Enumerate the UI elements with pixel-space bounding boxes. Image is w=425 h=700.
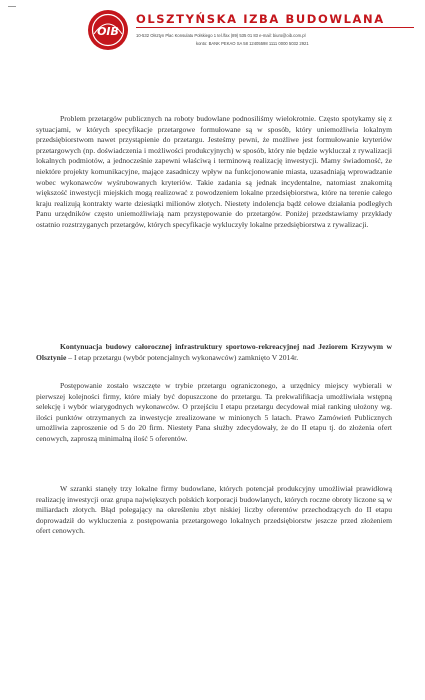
- paragraph-procedure: [36, 381, 392, 445]
- paragraph-text: Problem przetargów publicznych na roboty budowlane podnosiliśmy wielokrotnie. Często spotykamy się z sytuacjami, w których specyfikacje przetargowe formułowane są w sposób, który uniemożliwia lokalnym przedsiębiorstwom nawet przystąpienie do przetargu. Jesteśmy pewni, że możliwe jest formułowanie kryteriów przetargowych (np. doświadczenia i możliwości produkcyjnych) w sposób, który nie będzie wykluczał z rywalizacji lokalnych podmiotów, a jednocześnie zapewni właściwą i terminową realizację inwestycji. Mamy świadomość, że niektóre projekty komunikacyjne, mające zasadniczy wpływ na funkcjonowanie miasta, uzasadniają wprowadzanie wobec wykonawców wyśrubowanych kryteriów. Takie zadania są jednak incydentalne, natomiast znakomitą większość inwestycji miejskich mogą realizować z powodzeniem lokalne przedsiębiorstwa, które na terenie całego kraju realizują kontrakty warte dziesiątki milionów złotych. Niestety indolencja bądź celowe działania podległych Panu urzędników często uniemożliwiają nam przystępowanie do przetargów. Poniżej przedstawiamy przykłady ostatnio rozstrzyganych przetargów, których specyfikacje wykluczyły lokalne przedsiębiorstwa z rywalizacji.: [36, 114, 392, 229]
- paragraph-text: W szranki stanęły trzy lokalne firmy budowlane, których potencjał produkcyjny umożliwiał prawidłową realizację inwestycji oraz grupa największych polskich korporacji budowlanych, których roczne obroty liczone są w miliardach złotych. Błąd polegający na określeniu zbyt niskiej liczby oferentów przechodzących do II etapu doprowadził do wykluczenia z postępowania przetargowego lokalnych przedsiębiorstw jeszcze przed złożeniem ofert cenowych.: [36, 484, 392, 536]
- paragraph-text: Postępowanie zostało wszczęte w trybie przetargu ograniczonego, a urzędnicy miejscy wybierali w pierwszej kolejności firmy, które miały być dopuszczone do przetargu. Ta prekwalifikacja umożliwiała wstępną selekcję i wybór wiarygodnych wykonawców. O przejściu I etapu przetargu decydował miał ranking ułożony wg. ilości punktów otrzymanych za inwestycje zrealizowane w minionych 5 latach. Prawo Zamówień Publicznych umożliwia zaproszenie od 5 do 20 firm. Niestety Pana służby zdecydowały, że do II etapu tj. do złożenia ofert cenowych, zaproszą minimalną ilość 5 oferentów.: [36, 381, 392, 443]
- heading-title: Kontynuacja budowy całorocznej infrastruktury sportowo-rekreacyjnej nad Jeziorem Krzywym w Olsztynie: [36, 342, 392, 362]
- letterhead-rule: [136, 27, 414, 28]
- heading-tail: – I etap przetargu (wybór potencjalnych wykonawców) zamknięto V 2014r.: [66, 352, 299, 362]
- bank-line: konto: BANK PEKAO SA 58 12405598 1111 0000 5032 2921: [196, 41, 309, 46]
- paragraph-intro: [36, 114, 392, 231]
- paragraph-outcome: [36, 484, 392, 537]
- org-name: OLSZTYŃSKA IZBA BUDOWLANA: [136, 12, 385, 26]
- svg-text:OIB: OIB: [97, 25, 119, 38]
- contact-block: [136, 32, 416, 48]
- oib-logo: [86, 8, 130, 52]
- scan-mark: [8, 6, 16, 7]
- section-heading: [36, 342, 392, 363]
- address-line: 10-532 Olsztyn Plac Konsulatu Polskiego 1 tel./fax (89) 535 01 83 e-mail: biuro@oib.com.pl: [136, 33, 306, 38]
- letterhead: [86, 8, 416, 60]
